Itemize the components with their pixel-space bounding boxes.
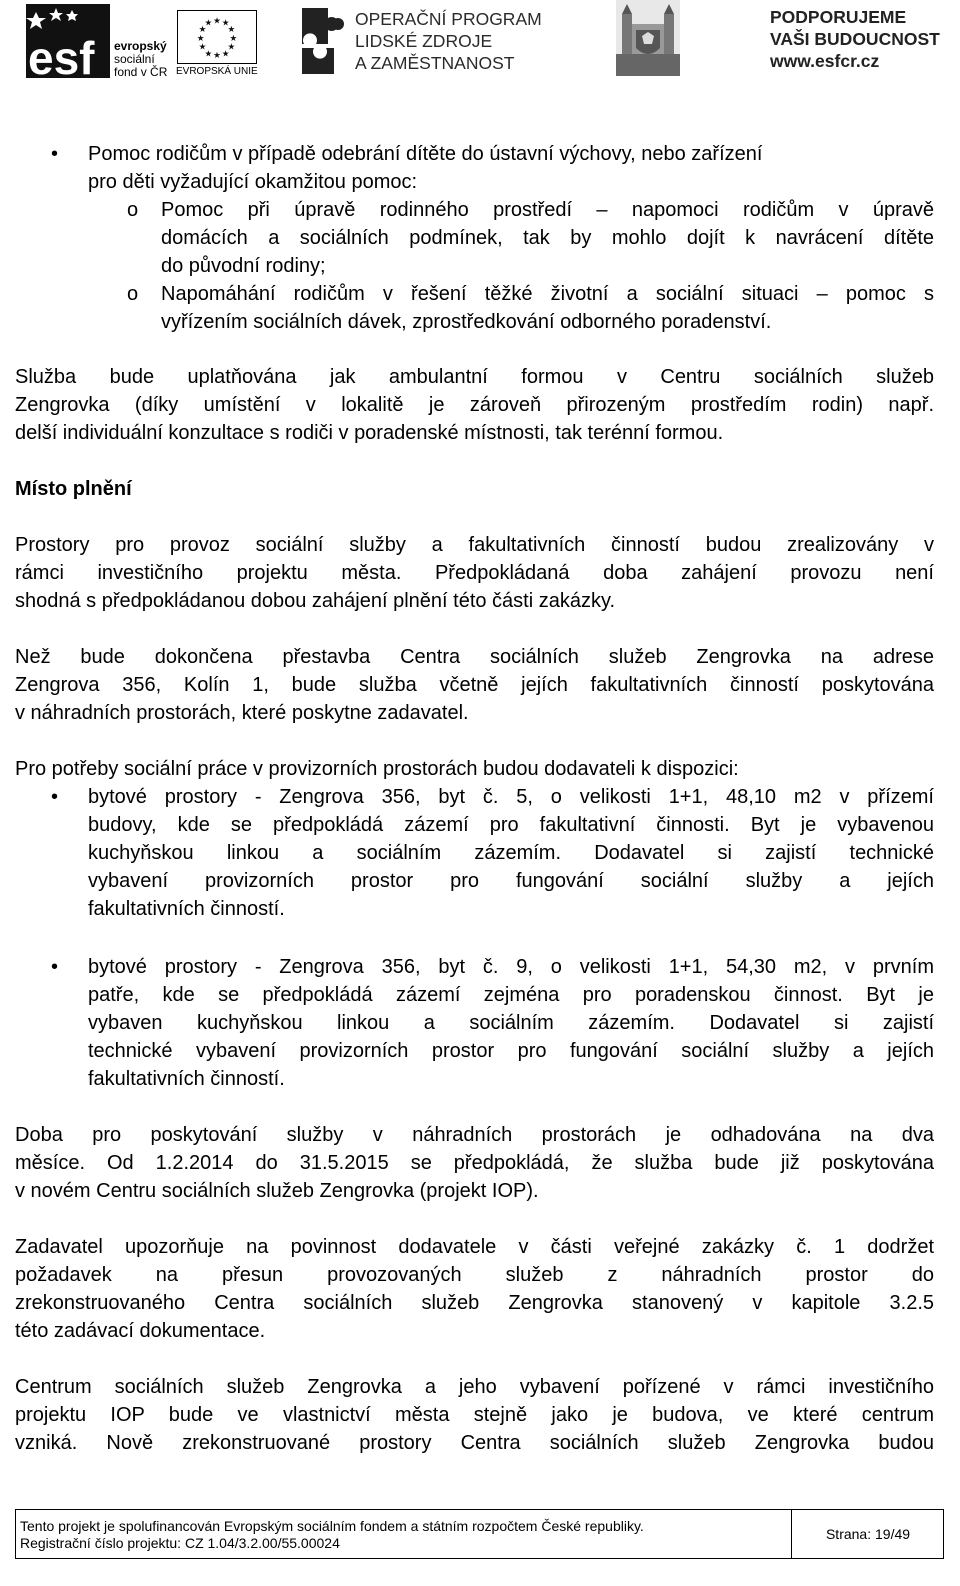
esf-logo (26, 4, 174, 78)
text-line: technické vybavení provizorních prostor pro fungování sociální služby a jejích (88, 1040, 934, 1062)
text-line: delší individuální konzultace s rodiči v poradenské místnosti, tak terénní formou. (15, 422, 724, 444)
paragraph-premises (15, 531, 934, 615)
text-line: vzniká. Nově zrekonstruované prostory Centra sociálních služeb Zengrovka budou (15, 1432, 934, 1454)
svg-text:★: ★ (227, 41, 236, 52)
text-line: projektu IOP bude ve vlastnictví města stejně jako je budova, ve které centrum (15, 1404, 934, 1426)
op-lzz-text (355, 8, 542, 74)
text-line: v náhradních prostorách, které poskytne zadavatel. (15, 702, 469, 724)
op-line-2: LIDSKÉ ZDROJE (355, 31, 493, 51)
text-line: shodná s předpokládanou dobou zahájení plnění této části zakázky. (15, 590, 616, 612)
svg-text:★: ★ (198, 24, 207, 35)
text-line: fakultativních činností. (88, 898, 285, 920)
text-line: Pomoc rodičům v případě odebrání dítěte do ústavní výchovy, nebo zařízení (88, 143, 763, 165)
text-line: pro děti vyžadující okamžitou pomoc: (88, 171, 418, 193)
svg-text:★: ★ (221, 48, 230, 59)
text-line: Centrum sociálních služeb Zengrovka a jeho vybavení pořízené v rámci investičního (15, 1376, 934, 1398)
eu-caption: EVROPSKÁ UNIE (176, 66, 258, 77)
op-line-1: OPERAČNÍ PROGRAM (355, 9, 542, 29)
footer-line-1: Tento projekt je spolufinancován Evropským sociálním fondem a státním rozpočtem České republiky. (20, 1518, 644, 1534)
svg-text:★: ★ (196, 32, 205, 43)
svg-text:esf: esf (28, 32, 95, 78)
text-line: Doba pro poskytování služby v náhradních prostorách je odhadována na dva (15, 1124, 934, 1146)
city-crest-logo (616, 0, 680, 76)
text-line: Než bude dokončena přestavba Centra sociálních služeb Zengrovka na adrese (15, 646, 934, 668)
text-line: rámci investičního projektu města. Předpokládaná doba zahájení provozu není (15, 562, 934, 584)
sub-item-1 (161, 196, 934, 280)
op-line-3: A ZAMĚSTNANOST (355, 53, 515, 73)
paragraph-relocation (15, 1233, 934, 1345)
text-line: domácích a sociálních podmínek, tak by mohlo dojít k navrácení dítěte (161, 227, 934, 249)
svg-text:★: ★ (204, 17, 213, 28)
svg-text:★: ★ (229, 32, 238, 43)
sub-bullet-marker: o (127, 199, 139, 221)
paragraph-duration (15, 1121, 934, 1205)
esf-text-2: sociální (114, 52, 155, 66)
support-url: www.esfcr.cz (770, 51, 880, 71)
text-line: Pro potřeby sociální práce v provizorních prostorách budou dodavateli k dispozici: (15, 758, 739, 780)
svg-text:★: ★ (213, 15, 221, 26)
text-line: měsíce. Od 1.2.2014 do 31.5.2015 se předpokládá, že služba bude již poskytována (15, 1152, 934, 1174)
section-heading: Místo plnění (15, 478, 132, 500)
esf-logo-text (114, 40, 167, 79)
text-line: Napomáhání rodičům v řešení těžké životní a sociální situaci – pomoc s (161, 283, 934, 305)
sub-item-2 (161, 280, 934, 336)
text-line: Zadavatel upozorňuje na povinnost dodavatele v části veřejné zakázky č. 1 dodržet (15, 1236, 934, 1258)
text-line: zrekonstruovaného Centra sociálních služeb Zengrovka stanovený v kapitole 3.2.5 (15, 1292, 934, 1314)
support-line-2: VAŠI BUDOUCNOST (770, 29, 940, 49)
puzzle-piece-icon (298, 4, 346, 76)
text-line: kuchyňskou linkou a sociálním zázemím. Dodavatel si zajistí technické (88, 842, 934, 864)
text-line: bytové prostory - Zengrova 356, byt č. 5, o velikosti 1+1, 48,10 m2 v přízemí (88, 786, 934, 808)
page-header (0, 0, 960, 90)
bullet-icon: • (51, 786, 59, 808)
svg-text:★: ★ (204, 48, 213, 59)
op-lzz-logo (298, 4, 548, 78)
page-footer (15, 1509, 944, 1559)
svg-text:★: ★ (198, 41, 207, 52)
text-line: Zengrovka (díky umístění v lokalitě je zároveň přirozeným prostředím rodin) např. (15, 394, 934, 416)
bullet-icon: • (51, 143, 59, 165)
footer-funding-note (16, 1510, 792, 1558)
text-line: požadavek na přesun provozovaných služeb z náhradních prostor do (15, 1264, 934, 1286)
text-line: v novém Centru sociálních služeb Zengrovka (projekt IOP). (15, 1180, 539, 1202)
text-line: vyřízením sociálních dávek, zprostředkování odborného poradenství. (161, 311, 772, 333)
support-logo (770, 6, 940, 72)
paragraph-ownership (15, 1373, 934, 1457)
bullet-icon: • (51, 956, 59, 978)
paragraph-temporary-premises (15, 755, 934, 783)
esf-text-3: fond v ČR (114, 65, 168, 79)
text-line: Služba bude uplatňována jak ambulantní formou v Centru sociálních služeb (15, 366, 934, 388)
text-line: Zengrova 356, Kolín 1, bude služba včetně jejích fakultativních činností poskytována (15, 674, 934, 696)
text-line: Pomoc při úpravě rodinného prostředí – napomoci rodičům v úpravě (161, 199, 934, 221)
sub-bullet-marker: o (127, 283, 139, 305)
page-number: Strana: 19/49 (825, 1526, 911, 1542)
footer-line-2: Registrační číslo projektu: CZ 1.04/3.2.00/55.00024 (20, 1535, 340, 1551)
bullet-item-2 (88, 783, 934, 923)
svg-text:★: ★ (227, 24, 236, 35)
svg-text:★: ★ (221, 17, 230, 28)
text-line: vybavení provizorních prostor pro fungování sociální služby a jejích (88, 870, 934, 892)
paragraph-reconstruction (15, 643, 934, 727)
text-line: vybaven kuchyňskou linkou a sociálním zázemím. Dodavatel si zajistí (88, 1012, 934, 1034)
eu-flag-icon (177, 10, 257, 64)
city-crest-icon (616, 0, 680, 76)
text-line: budovy, kde se předpokládá zázemí pro fakultativní činnosti. Byt je vybavenou (88, 814, 934, 836)
text-line: této zadávací dokumentace. (15, 1320, 266, 1342)
paragraph-service-form (15, 363, 934, 447)
esf-logo-mark (26, 4, 110, 78)
text-line: Prostory pro provoz sociální služby a fakultativních činností budou zrealizovány v (15, 534, 934, 556)
svg-text:★: ★ (213, 50, 221, 61)
text-line: bytové prostory - Zengrova 356, byt č. 9, o velikosti 1+1, 54,30 m2, v prvním (88, 956, 934, 978)
bullet-item-1 (88, 140, 934, 196)
text-line: patře, kde se předpokládá zázemí zejména pro poradenskou činnost. Byt je (88, 984, 934, 1006)
text-line: do původní rodiny; (161, 255, 326, 277)
esf-text-1: evropský (114, 39, 167, 53)
bullet-item-3 (88, 953, 934, 1093)
support-line-1: PODPORUJEME (770, 7, 907, 27)
eu-logo (176, 4, 260, 78)
text-line: fakultativních činností. (88, 1068, 285, 1090)
